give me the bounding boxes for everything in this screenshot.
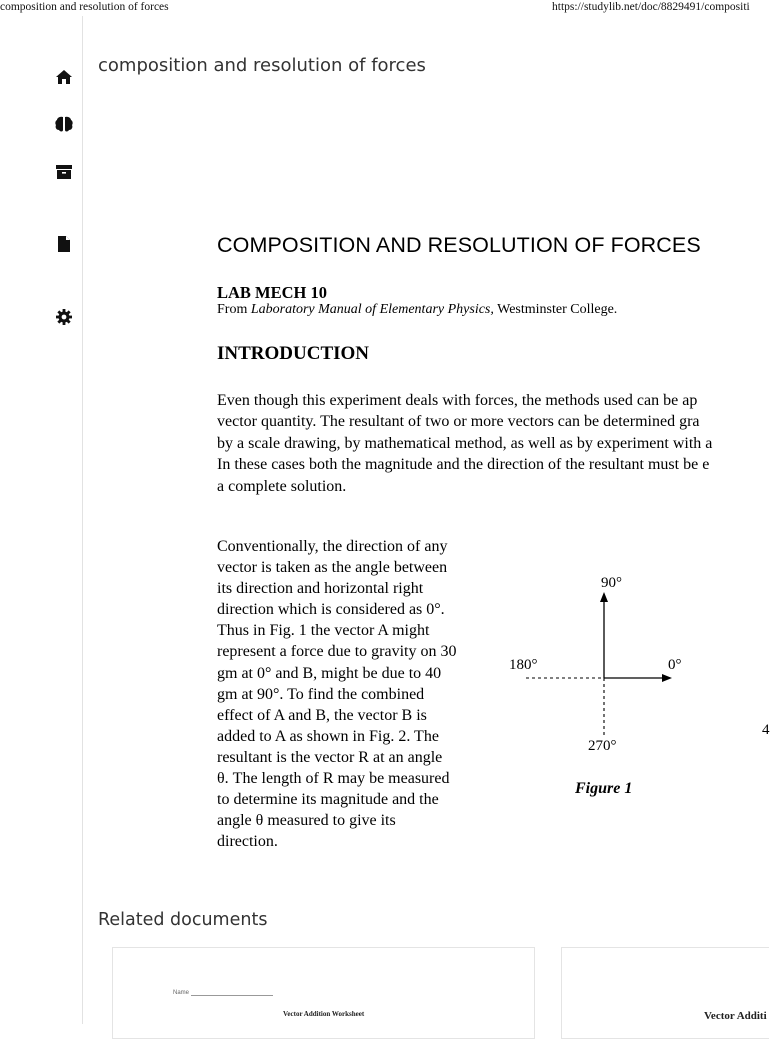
column-line: θ. The length of R may be measured [217, 770, 450, 788]
intro-paragraph [217, 390, 777, 497]
column-line: effect of A and B, the vector B is [217, 706, 427, 724]
tab-title: composition and resolution of forces [0, 1, 169, 13]
lab-number: LAB MECH 10 [217, 283, 328, 302]
label-270: 270° [588, 738, 617, 754]
url-text[interactable]: https://studylib.net/doc/8829491/compositi [552, 1, 750, 13]
right-arrowhead [662, 674, 672, 682]
related-heading: Related documents [98, 910, 268, 930]
label-0: 0° [668, 657, 682, 673]
brain-icon[interactable] [54, 114, 74, 134]
column-line: vector is taken as the angle between [217, 559, 448, 577]
browser-bar [0, 0, 768, 16]
column-line: gm at 0° and B, might be due to 40 [217, 664, 442, 682]
column-line: resultant is the vector R at an angle [217, 748, 443, 766]
column-line: to determine its magnitude and the [217, 791, 439, 809]
intro-line: by a scale drawing, by mathematical method, as well as by experiment with a [217, 434, 713, 452]
home-icon[interactable] [54, 67, 74, 87]
column-line: Conventionally, the direction of any [217, 538, 448, 555]
label-180: 180° [509, 657, 538, 673]
thumb-title: Vector Addition Worksheet [283, 1010, 365, 1018]
thumb-name-line [191, 995, 273, 996]
source-suffix: Westminster College. [493, 302, 618, 317]
axes-diagram [490, 568, 710, 808]
gear-icon[interactable] [54, 307, 74, 327]
column-line: represent a force due to gravity on 30 [217, 643, 457, 661]
intro-line: In these cases both the magnitude and the direction of the resultant must be e [217, 456, 710, 474]
column-line: direction. [217, 833, 278, 851]
figure-1 [490, 568, 710, 808]
intro-line: a complete solution. [217, 477, 347, 495]
column-line: angle θ measured to give its [217, 812, 396, 830]
page-title: composition and resolution of forces [98, 55, 426, 76]
archive-icon[interactable] [54, 162, 74, 182]
source-prefix: From [217, 302, 251, 317]
cropped-figure-fragment: 4 [762, 722, 770, 738]
figure-caption: Figure 1 [575, 780, 633, 797]
column-line: gm at 90°. To find the combined [217, 685, 425, 703]
thumb-name-label: Name [173, 990, 190, 996]
column-line: added to A as shown in Fig. 2. The [217, 727, 439, 745]
document-icon[interactable] [54, 234, 74, 254]
intro-heading: INTRODUCTION [217, 343, 370, 364]
up-arrowhead [600, 592, 608, 602]
column-line: its direction and horizontal right [217, 580, 424, 598]
source-book: Laboratory Manual of Elementary Physics, [250, 302, 494, 317]
column-line: direction which is considered as 0°. [217, 601, 445, 619]
document-heading: COMPOSITION AND RESOLUTION OF FORCES [217, 233, 701, 257]
sidebar-nav [0, 16, 83, 1024]
intro-line: vector quantity. The resultant of two or more vectors can be determined gra [217, 413, 700, 431]
source-line [217, 302, 617, 318]
label-90: 90° [601, 575, 622, 591]
convention-paragraph [217, 536, 497, 852]
related-card[interactable] [561, 947, 769, 1039]
thumb-title: Vector Additi [704, 1010, 767, 1022]
intro-line: Even though this experiment deals with forces, the methods used can be ap [217, 392, 698, 409]
column-line: Thus in Fig. 1 the vector A might [217, 622, 430, 640]
related-card[interactable] [112, 947, 535, 1039]
